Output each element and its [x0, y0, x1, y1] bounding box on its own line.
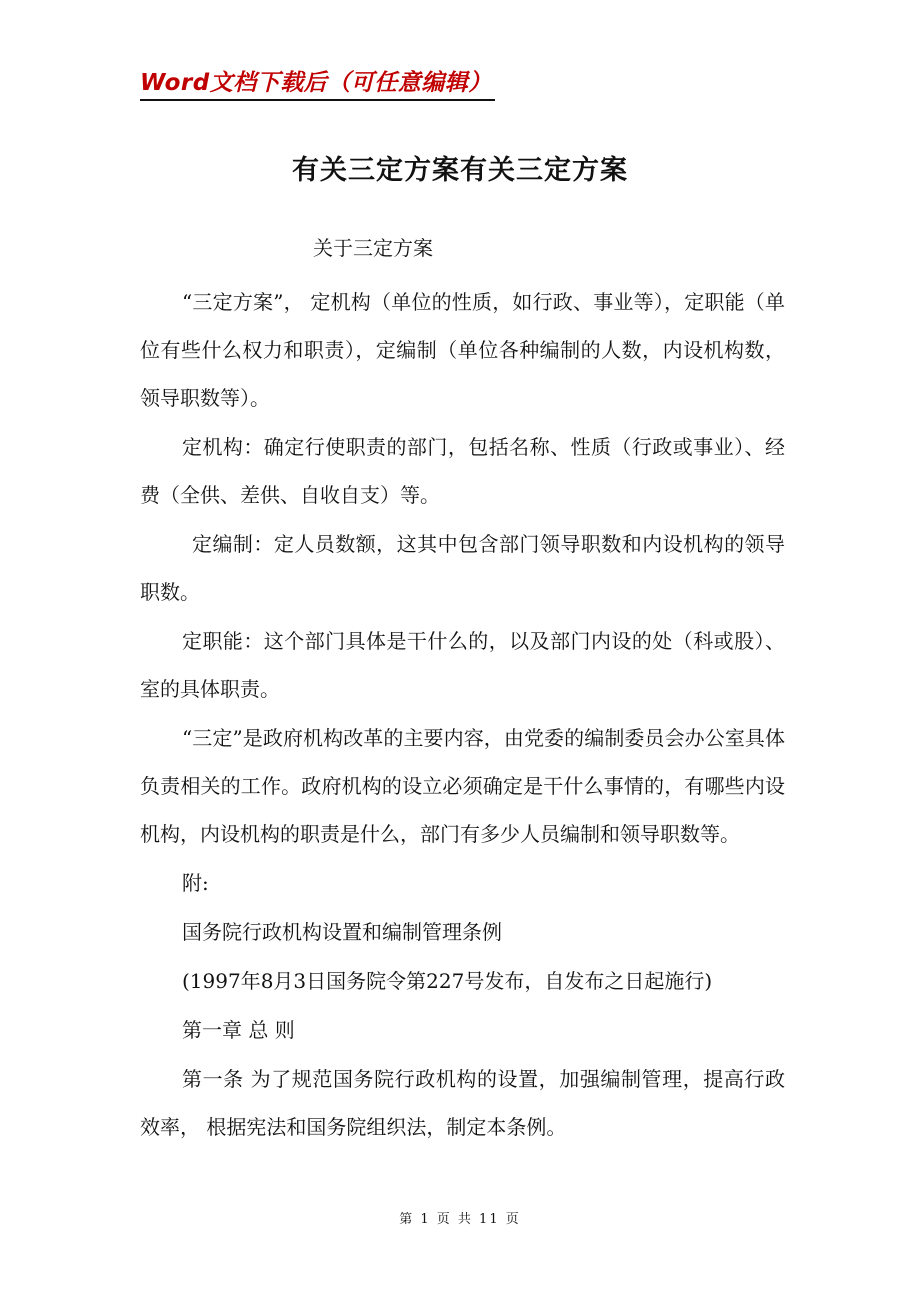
- paragraph: 定编制：定人员数额，这其中包含部门领导职数和内设机构的领导职数。: [140, 532, 785, 604]
- paragraph: 定机构：确定行使职责的部门，包括名称、性质（行政或事业）、经费（全供、差供、自收自支）等。: [140, 435, 785, 507]
- paragraph: 定职能：这个部门具体是干什么的，以及部门内设的处（科或股）、室的具体职责。: [140, 629, 785, 701]
- chapter-heading: 第一章 总 则: [182, 1018, 295, 1042]
- paragraph: “三定方案”， 定机构（单位的性质，如行政、事业等），定职能（单位有些什么权力和职责），定编制（单位各种编制的人数，内设机构数，领导职数等）。: [140, 290, 785, 410]
- paragraph: “三定”是政府机构改革的主要内容，由党委的编制委员会办公室具体负责相关的工作。政府机构的设立必须确定是干什么事情的，有哪些内设机构，内设机构的职责是什么，部门有多少人员编制和领导职数等。: [140, 726, 785, 846]
- document-body: [140, 278, 785, 1152]
- page-footer: 第 1 页 共 11 页: [399, 1212, 521, 1227]
- paragraph: (1997年8月3日国务院令第227号发布，自发布之日起施行): [182, 969, 713, 993]
- download-header: [140, 64, 495, 101]
- paragraph: 附:: [182, 871, 209, 895]
- document-subtitle: 关于三定方案: [313, 236, 433, 260]
- header-text: Word文档下载后（可任意编辑）: [140, 70, 492, 96]
- document-title: 有关三定方案有关三定方案: [292, 155, 628, 186]
- paragraph: 第一条 为了规范国务院行政机构的设置，加强编制管理，提高行政效率， 根据宪法和国务院组织法，制定本条例。: [140, 1067, 785, 1139]
- paragraph: 国务院行政机构设置和编制管理条例: [182, 920, 502, 944]
